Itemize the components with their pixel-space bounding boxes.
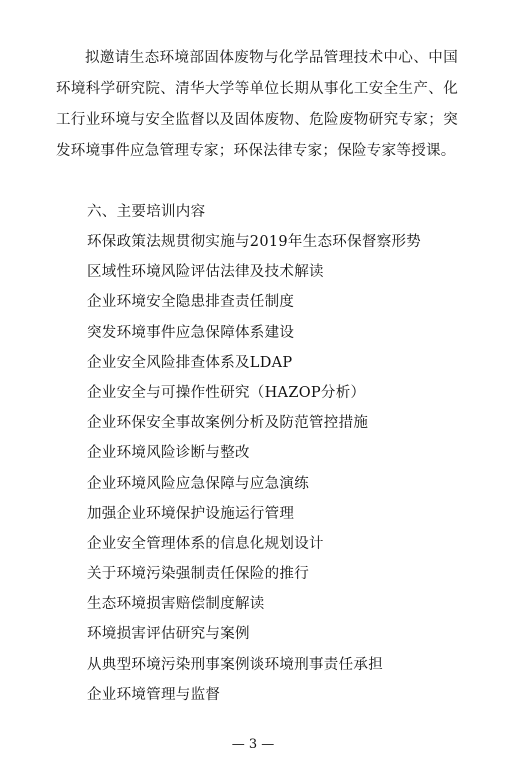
topic-item: 生态环境损害赔偿制度解读 xyxy=(87,596,265,613)
topic-item: 加强企业环境保护设施运行管理 xyxy=(87,505,295,522)
topic-item: 企业环境安全隐患排查责任制度 xyxy=(87,294,295,311)
topic-item: 企业环保安全事故案例分析及防范管控措施 xyxy=(87,415,369,432)
page-number: — 3 — xyxy=(231,737,275,752)
topic-item: 企业安全管理体系的信息化规划设计 xyxy=(87,535,324,552)
topic-item: 企业环境管理与监督 xyxy=(87,686,221,703)
topic-item: 环保政策法规贯彻实施与2019年生态环保督察形势 xyxy=(87,234,422,250)
topic-item: 关于环境污染强制责任保险的推行 xyxy=(87,566,309,583)
topic-item: 从典型环境污染刑事案例谈环境刑事责任承担 xyxy=(87,656,383,673)
topic-item: 企业安全风险排查体系及LDAP xyxy=(87,354,293,371)
topic-item: 企业环境风险诊断与整改 xyxy=(87,445,250,462)
topic-item: 区域性环境风险评估法律及技术解读 xyxy=(87,264,324,281)
topic-item: 企业安全与可操作性研究（HAZOP分析） xyxy=(87,384,366,401)
topic-item: 突发环境事件应急保障体系建设 xyxy=(87,324,295,341)
topic-item: 企业环境风险应急保障与应急演练 xyxy=(87,475,309,492)
training-topics-list xyxy=(87,230,421,713)
section-title: 六、主要培训内容 xyxy=(87,204,206,220)
topic-item: 环境损害评估研究与案例 xyxy=(87,626,250,643)
intro-paragraph: 拟邀请生态环境部固体废物与化学品管理技术中心、中国环境科学研究院、清华大学等单位长期从事化工安全生产、化工行业环境与安全监督以及固体废物、危险废物研究专家；突发环境事件应急管理专家；环保法律专家；保险专家等授课。 xyxy=(56,50,458,159)
